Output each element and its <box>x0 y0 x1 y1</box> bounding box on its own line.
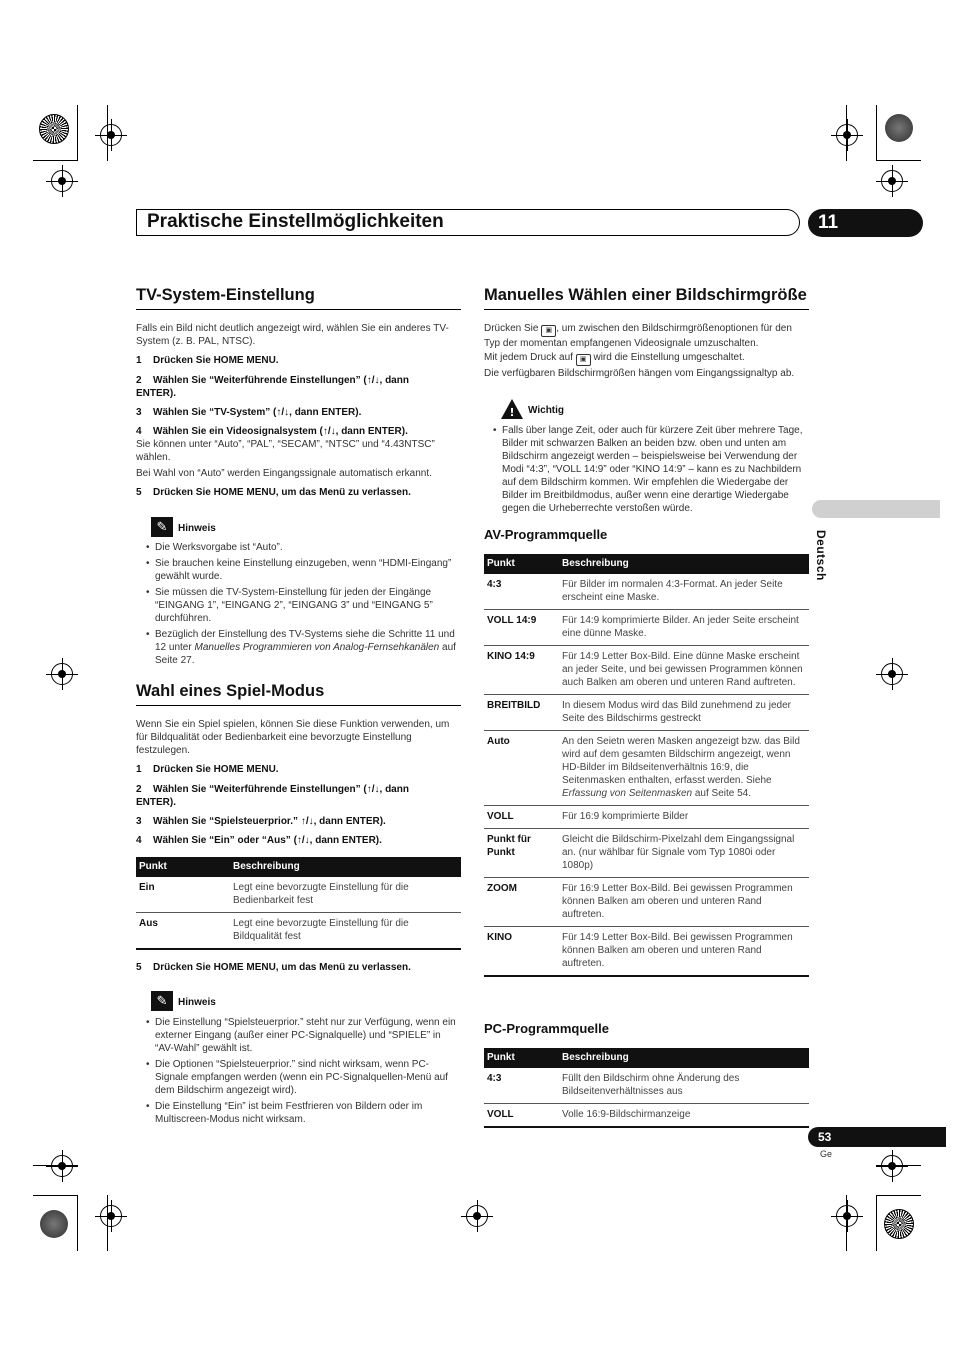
list-item: • Sie müssen die TV-System-Einstellung für jeden der Eingänge “EINGANG 1”, “EINGANG 2”, “EINGANG 3” und “EINGANG 5” durchführen. <box>146 586 461 625</box>
table-row: Auto An den Seietn weren Masken angezeigt bzw. das Bild wird auf dem gesamten Bildschirm angezeigt, wenn HD-Bilder im Bildseitenverhältnis 16:9, die Seitenmasken enthalten, erfasst werden. Siehe Erfassung von Seitenmasken auf Seite 54. <box>484 731 809 806</box>
av-source-table <box>484 554 809 977</box>
tv-step-4: 4 Wählen Sie ein Videosignalsystem (↑/↓, dann ENTER). <box>136 426 408 437</box>
table-row: VOLL Volle 16:9-Bildschirmanzeige <box>484 1104 809 1128</box>
chapter-title: Praktische Einstellmöglichkeiten <box>147 211 444 232</box>
tv-step-4-note: Sie können unter “Auto”, “PAL”, “SECAM”, “NTSC” und “4.43NTSC” wählen. <box>136 439 435 463</box>
warning-icon <box>500 398 524 420</box>
screen-size-intro: Drücken Sie ▣ , um zwischen den Bildschirmgrößenoptionen für den Typ der momentan empfangenen Videosignale umzuschalten. <box>484 323 792 349</box>
list-item: • Die Optionen “Spielsteuerprior.” sind nicht wirksam, wenn PC-Signale empfangen werden (wenn ein PC-Signalquellen-Menü auf dem Bildschirm angezeigt wird). <box>146 1058 461 1097</box>
table-header: Beschreibung <box>559 1048 809 1068</box>
table-row: 4:3 Füllt den Bildschirm ohne Änderung des Bildseitenverhältnisses aus <box>484 1068 809 1104</box>
list-item: • Bezüglich der Einstellung des TV-Systems siehe die Schritte 11 und 12 unter Manuelles Programmieren von Analog-Fernsehkanälen auf Seite 27. <box>146 628 461 667</box>
page-number: 53 <box>808 1127 946 1147</box>
tv-step-5: 5 Drücken Sie HOME MENU, um das Menü zu verlassen. <box>136 487 411 498</box>
screen-size-toggle-note: Mit jedem Druck auf ▣ wird die Einstellung umgeschaltet. <box>484 351 810 366</box>
screen-size-button-icon: ▣ <box>541 325 556 337</box>
section-heading-tv-system: TV-System-Einstellung <box>136 286 315 304</box>
subheading-av-source: AV-Programmquelle <box>484 527 608 542</box>
table-row: BREITBILD In diesem Modus wird das Bild zunehmend zu jeder Seite des Bildschirms gestreckt <box>484 695 809 731</box>
table-header: Beschreibung <box>230 857 461 877</box>
language-side-tab <box>812 500 940 518</box>
list-item: • Die Werksvorgabe ist “Auto”. <box>146 541 461 554</box>
table-row: Ein Legt eine bevorzugte Einstellung für die Bedienbarkeit fest <box>136 877 461 913</box>
table-row: VOLL Für 16:9 komprimierte Bilder <box>484 806 809 829</box>
list-item: • Die Einstellung “Spielsteuerprior.” steht nur zur Verfügung, wenn ein externer Eingang (außer einer PC-Signalquelle) und “SPIELE” in “AV-Wahl” gewählt ist. <box>146 1016 461 1055</box>
table-row: VOLL 14:9 Für 14:9 komprimierte Bilder. An jeder Seite erscheint eine dünne Maske. <box>484 610 809 646</box>
game-step-5: 5 Drücken Sie HOME MENU, um das Menü zu verlassen. <box>136 962 411 973</box>
tv-hint-list <box>146 541 461 670</box>
registration-gray-icon <box>885 114 913 142</box>
pc-source-table <box>484 1048 809 1128</box>
screen-size-availability: Die verfügbaren Bildschirmgrößen hängen vom Eingangssignaltyp ab. <box>484 368 795 379</box>
page-language-code: Ge <box>820 1149 833 1159</box>
chapter-number: 11 <box>808 209 923 237</box>
table-row: KINO Für 14:9 Letter Box-Bild. Bei gewissen Programmen können Balken am oberen und unteren Rand auftreten. <box>484 927 809 977</box>
cross-reference-link: Manuelles Programmieren von Analog-Fernsehkanälen <box>194 642 440 653</box>
language-label: Deutsch <box>814 530 828 581</box>
table-header: Punkt <box>484 554 559 574</box>
section-heading-screen-size: Manuelles Wählen einer Bildschirmgröße <box>484 286 807 304</box>
tv-step-3: 3 Wählen Sie “TV-System” (↑/↓, dann ENTER). <box>136 407 362 418</box>
registration-star-icon <box>39 114 69 144</box>
table-row: Punkt für Punkt Gleicht die Bildschirm-Pixelzahl dem Eingangssignal an. (nur wählbar für Signale vom Typ 1080i oder 1080p) <box>484 829 809 878</box>
list-item: • Die Einstellung “Ein” ist beim Festfrieren von Bildern oder im Multiscreen-Modus nicht wirksam. <box>146 1100 461 1126</box>
game-mode-table <box>136 857 461 950</box>
warning-label: Wichtig <box>528 405 565 416</box>
hint-label: Hinweis <box>178 523 216 534</box>
table-row: KINO 14:9 Für 14:9 Letter Box-Bild. Eine dünne Maske erscheint an jeder Seite, und bei gewissen Programmen können auch Balken am oberen und unteren Rand auftreten. <box>484 646 809 695</box>
table-header: Punkt <box>484 1048 559 1068</box>
subheading-pc-source: PC-Programmquelle <box>484 1021 609 1036</box>
list-item: • Sie brauchen keine Einstellung einzugeben, wenn “HDMI-Eingang” gewählt wurde. <box>146 557 461 583</box>
hint-label: Hinweis <box>178 997 216 1008</box>
registration-star-icon <box>884 1209 914 1239</box>
hint-pencil-icon: ✎ <box>151 517 173 537</box>
hint-pencil-icon: ✎ <box>151 991 173 1011</box>
table-row: Aus Legt eine bevorzugte Einstellung für die Bildqualität fest <box>136 913 461 950</box>
cross-reference-link: Erfassung von Seitenmasken <box>562 788 693 799</box>
tv-step-4-note-auto: Bei Wahl von “Auto” werden Eingangssignale automatisch erkannt. <box>136 468 432 479</box>
tv-step-2: 2 Wählen Sie “Weiterführende Einstellungen” (↑/↓, dann ENTER). <box>136 375 409 399</box>
table-row: 4:3 Für Bilder im normalen 4:3-Format. An jeder Seite erscheint eine Maske. <box>484 574 809 610</box>
game-step-1: 1 Drücken Sie HOME MENU. <box>136 764 279 775</box>
section-heading-game-mode: Wahl eines Spiel-Modus <box>136 682 325 700</box>
table-row: ZOOM Für 16:9 Letter Box-Bild. Bei gewissen Programmen können Balken am oberen und unteren Rand auftreten. <box>484 878 809 927</box>
table-header: Punkt <box>136 857 230 877</box>
game-step-2: 2 Wählen Sie “Weiterführende Einstellungen” (↑/↓, dann ENTER). <box>136 784 409 808</box>
registration-gray-icon <box>40 1210 68 1238</box>
tv-intro: Falls ein Bild nicht deutlich angezeigt wird, wählen Sie ein anderes TV-System (z. B. PAL, NTSC). <box>136 323 449 347</box>
svg-text:!: ! <box>509 406 515 419</box>
game-step-4: 4 Wählen Sie “Ein” oder “Aus” (↑/↓, dann ENTER). <box>136 835 382 846</box>
game-intro: Wenn Sie ein Spiel spielen, können Sie diese Funktion verwenden, um für Bildqualität oder Bedienbarkeit eine bevorzugte Einstellung festzulegen. <box>136 719 450 756</box>
table-header: Beschreibung <box>559 554 809 574</box>
warning-list <box>493 424 809 518</box>
tv-step-1: 1 Drücken Sie HOME MENU. <box>136 355 279 366</box>
list-item: • Falls über lange Zeit, oder auch für kürzere Zeit über mehrere Tage, Bilder mit schwarzen Balken an beiden bzw. oben und unten am Bildschirm angezeigt werden – beispielsweise bei Verwendung der Modi “4:3”, “VOLL 14:9” oder “KINO 14:9” – kann es zu Nachbildern auf dem Bildschirm kommen. Wir empfehlen die Wiedergabe der Bilder im Breitbildmodus, außer wenn eine derartige Wiedergabe gegen die Urheberrechte verstoßen würde. <box>493 424 809 515</box>
game-step-3: 3 Wählen Sie “Spielsteuerprior.” ↑/↓, dann ENTER). <box>136 816 386 827</box>
screen-size-button-icon: ▣ <box>576 354 591 366</box>
game-hint-list <box>146 1016 461 1129</box>
